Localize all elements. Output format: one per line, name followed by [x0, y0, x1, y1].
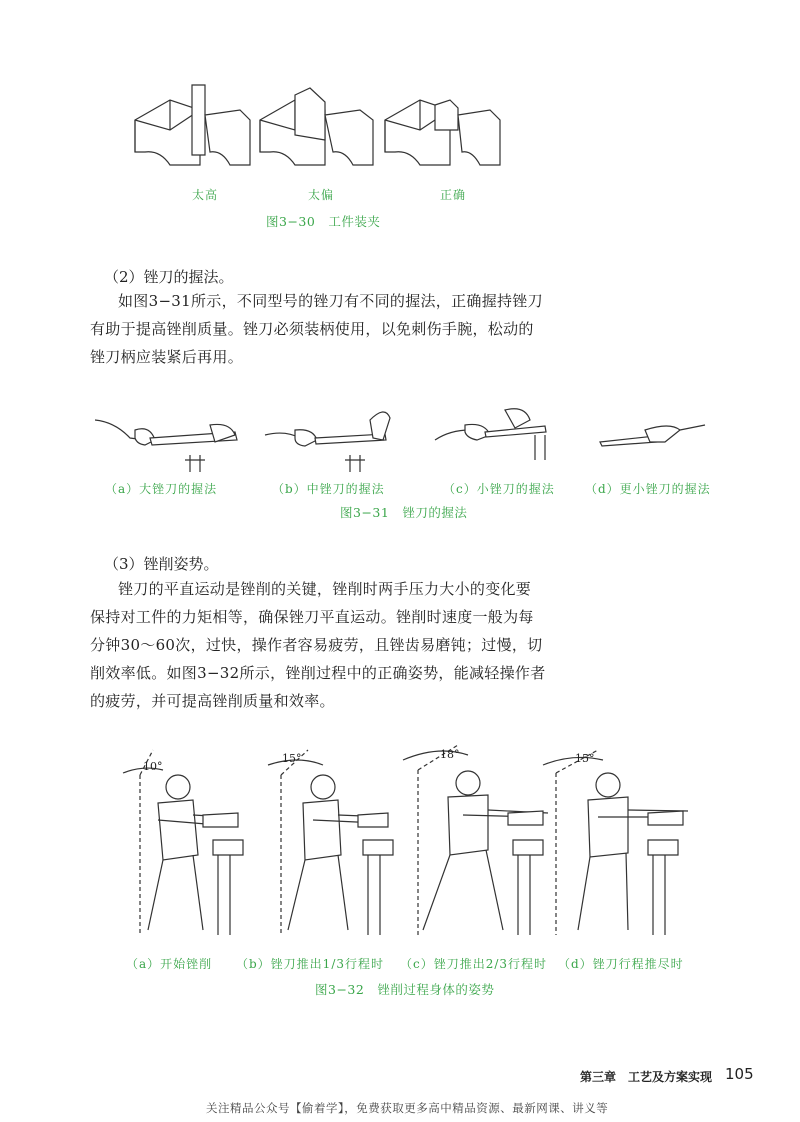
workpiece-clamping-illustration [130, 80, 510, 190]
paragraph-line: 锉刀柄应装紧后再用。 [90, 348, 244, 366]
vise-too-high [135, 85, 250, 165]
section2-heading: （2）锉刀的握法。 [104, 268, 234, 286]
figure-3-32 [118, 745, 698, 950]
fig30-caption: 图3−30 工件装夹 [266, 214, 381, 229]
angle-label: 10° [143, 760, 163, 773]
large-file-grip [95, 420, 237, 472]
paragraph-line: 锉刀的平直运动是锉削的关键，锉削时两手压力大小的变化要 [118, 580, 532, 598]
angle-label: 18° [440, 748, 460, 761]
paragraph-line: 如图3−31所示，不同型号的锉刀有不同的握法，正确握持锉刀 [118, 292, 543, 310]
smaller-file-grip [600, 425, 705, 446]
section3-heading: （3）锉削姿势。 [104, 555, 219, 573]
filing-posture-illustration [118, 745, 698, 950]
angle-label: 15° [282, 752, 302, 765]
file-grip-illustration [95, 400, 715, 480]
fig32-caption: 图3−32 锉削过程身体的姿势 [315, 982, 495, 997]
figure-3-31 [95, 400, 715, 480]
angle-label: 15° [575, 752, 595, 765]
fig31-subcaption-b: （b）中锉刀的握法 [272, 482, 385, 496]
fig31-subcaption-c: （c）小锉刀的握法 [443, 482, 555, 496]
vise-too-offset [260, 88, 373, 165]
posture-one-third [268, 750, 393, 935]
paragraph-line: 有助于提高锉削质量。锉刀必须装柄使用，以免刺伤手腕，松动的 [90, 320, 534, 338]
fig30-subcaption-c: 正确 [440, 188, 467, 202]
fig31-subcaption-d: （d）更小锉刀的握法 [585, 482, 711, 496]
fig31-subcaption-a: （a）大锉刀的握法 [105, 482, 218, 496]
fig30-subcaption-a: 太高 [192, 188, 219, 202]
posture-two-thirds [403, 745, 548, 935]
posture-end [543, 750, 688, 935]
fig32-subcaption-b: （b）锉刀推出1/3行程时 [236, 957, 384, 971]
paragraph-line: 分钟30～60次，过快，操作者容易疲劳，且锉齿易磨钝；过慢，切 [90, 636, 543, 654]
fig32-subcaption-c: （c）锉刀推出2/3行程时 [400, 957, 548, 971]
paragraph-line: 削效率低。如图3−32所示，锉削过程中的正确姿势，能减轻操作者 [90, 664, 546, 682]
fig32-subcaption-a: （a）开始锉削 [126, 957, 213, 971]
fig30-subcaption-b: 太偏 [308, 188, 335, 202]
fig31-caption: 图3−31 锉刀的握法 [340, 505, 468, 520]
posture-start [123, 750, 243, 935]
chapter-title: 第三章 工艺及方案实现 [580, 1070, 713, 1084]
section3-paragraph [90, 575, 558, 715]
paragraph-line: 的疲劳，并可提高锉削质量和效率。 [90, 692, 335, 710]
footer-note: 关注精品公众号【偷着学】，免费获取更多高中精品资源、最新网课、讲义等 [206, 1101, 609, 1115]
page-number: 105 [725, 1065, 754, 1083]
paragraph-line: 保持对工件的力矩相等，确保锉刀平直运动。锉削时速度一般为每 [90, 608, 534, 626]
vise-correct [385, 100, 500, 165]
small-file-grip [435, 409, 546, 460]
figure-3-30 [130, 80, 510, 190]
fig32-subcaption-d: （d）锉刀行程推尽时 [558, 957, 684, 971]
medium-file-grip [265, 412, 390, 472]
section2-paragraph [90, 287, 558, 371]
